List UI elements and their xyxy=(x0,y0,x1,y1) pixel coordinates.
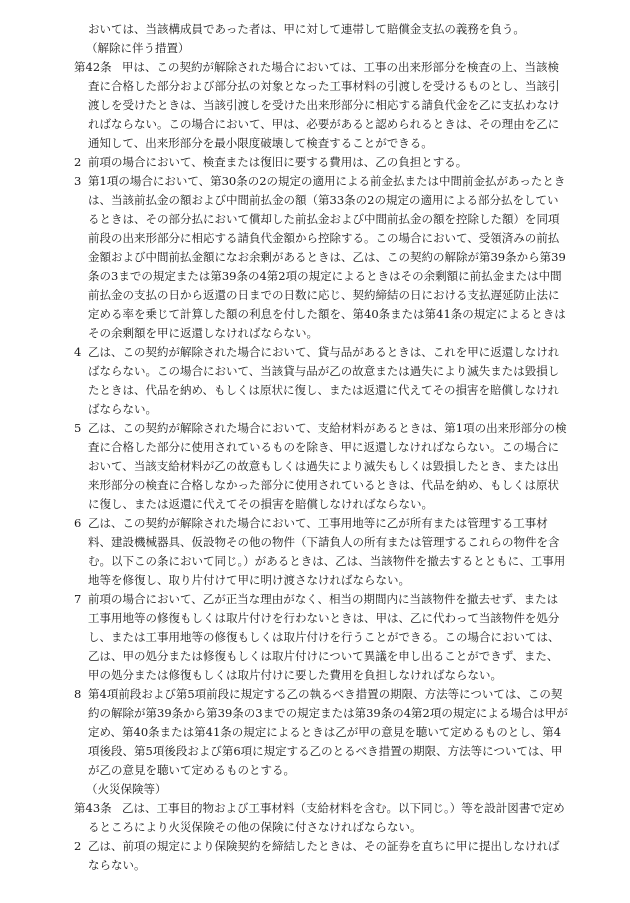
article-42 xyxy=(74,58,568,153)
paragraph-text: 乙は、この契約が解除された場合において、支給材料があるときは、第1項の出来形部分の検査に合格した部分に使用されているものを除き、甲に返還しなければならない。この場合において、当該支給材料が乙の故意もしくは過失により滅失もしくは毀損したとき、または出来形部分の検査に合格しなかった部分に使用されているときは、代品を納め、もしくは原状に復し、または返還に代えてその損害を賠償しなければならない。 xyxy=(88,421,567,511)
paragraph xyxy=(74,685,568,780)
paragraph-text: 前項の場合において、検査または復旧に要する費用は、乙の負担とする。 xyxy=(88,155,468,169)
paragraph-number: 8 xyxy=(74,687,82,701)
paragraph-number: 2 xyxy=(74,839,82,853)
paragraph xyxy=(74,419,568,514)
paragraph-number: 7 xyxy=(74,592,82,606)
paragraph-text: 乙は、この契約が解除された場合において、工事用地等に乙が所有または管理する工事材料、建設機械器具、仮設物その他の物件（下請負人の所有または管理するこれらの物件を含む。以下この条において同じ。）があるときは、乙は、当該物件を撤去するとともに、工事用地等を修復し、取り片付けて甲に明け渡さなければならない。 xyxy=(88,516,566,587)
paragraph-text: 乙は、前項の規定により保険契約を締結したときは、その証券を直ちに甲に提出しなければならない。 xyxy=(88,839,560,872)
article-43 xyxy=(74,799,568,837)
paragraph xyxy=(74,153,568,172)
paragraph-text: 第4項前段および第5項前段に規定する乙の執るべき措置の期限、方法等については、この契約の解除が第39条から第39条の3までの規定または第39条の4第2項の規定による場合は甲が定め、第40条または第41条の規定によるときは乙が甲の意見を聴いて定めるものとし、第4項後段、第5項後段および第6項に規定する乙のとるべき措置の期限、方法等については、甲が乙の意見を聴いて定めるものとする。 xyxy=(88,687,568,777)
section-heading-fire-insurance: （火災保険等） xyxy=(86,782,167,796)
paragraph-number: 4 xyxy=(74,345,82,359)
article-text: 乙は、工事目的物および工事材料（支給材料を含む。以下同じ。）等を設計図書で定めるところにより火災保険その他の保険に付さなければならない。 xyxy=(88,801,565,834)
article-number: 第43条 xyxy=(74,801,112,815)
paragraph-number: 5 xyxy=(74,421,82,435)
paragraph-text: 前項の場合において、乙が正当な理由がなく、相当の期間内に当該物件を撤去せず、または工事用地等の修復もしくは取片付けを行わないときは、甲は、乙に代わって当該物件を処分し、または工事用地等の修復もしくは取片付けを行うことができる。この場合においては、乙は、甲の処分または修復もしくは取片付けについて異議を申し出ることができず、また、甲の処分または修復もしくは取片付けに要した費用を負担しなければならない。 xyxy=(88,592,560,682)
paragraph xyxy=(74,590,568,685)
paragraph xyxy=(74,514,568,590)
paragraph-text: 乙は、この契約が解除された場合において、貸与品があるときは、これを甲に返還しなければならない。この場合において、当該貸与品が乙の故意または過失により滅失または毀損したときは、代品を納め、もしくは原状に復し、または返還に代えてその損害を賠償しなければならない。 xyxy=(88,345,560,416)
paragraph-number: 2 xyxy=(74,155,82,169)
paragraph xyxy=(74,172,568,343)
paragraph-number: 3 xyxy=(74,174,82,188)
paragraph-number: 6 xyxy=(74,516,82,530)
paragraph xyxy=(74,837,568,875)
paragraph-text: 第1項の場合において、第30条の2の規定の適用による前金払または中間前金払があったときは、当該前払金の額および中間前払金の額（第33条の2の規定の適用による部分払をしているときは、その部分払において償却した前払金および中間前払金の額を控除した額）を同項前段の出来形部分に相応する請負代金額から控除する。この場合において、受領済みの前払金額および中間前払金額になお余剰があるときは、乙は、この契約の解除が第39条から第39条の3までの規定または第39条の4第2項の規定によるときはその余剰額に前払金または中間前払金の支払の日から返還の日までの日数に応じ、契約締結の日における支払遅延防止法に定める率を乗じて計算した額の利息を付した額を、第40条または第41条の規定によるときはその余剰額を甲に返還しなければならない。 xyxy=(88,174,566,340)
paragraph xyxy=(74,343,568,419)
article-number: 第42条 xyxy=(74,60,112,74)
continuation-text: おいては、当該構成員であった者は、甲に対して連帯して賠償金支払の義務を負う。 xyxy=(88,22,525,36)
article-text: 甲は、この契約が解除された場合においては、工事の出来形部分を検査の上、当該検査に合格した部分および部分払の対象となった工事材料の引渡しを受けるものとし、当該引渡しを受けたときは、当該引渡しを受けた出来形部分に相応する請負代金を乙に支払わなければならない。この場合において、甲は、必要があると認められるときは、その理由を乙に通知して、出来形部分を最小限度破壊して検査することができる。 xyxy=(88,60,560,150)
section-heading-termination-measures: （解除に伴う措置） xyxy=(86,41,190,55)
